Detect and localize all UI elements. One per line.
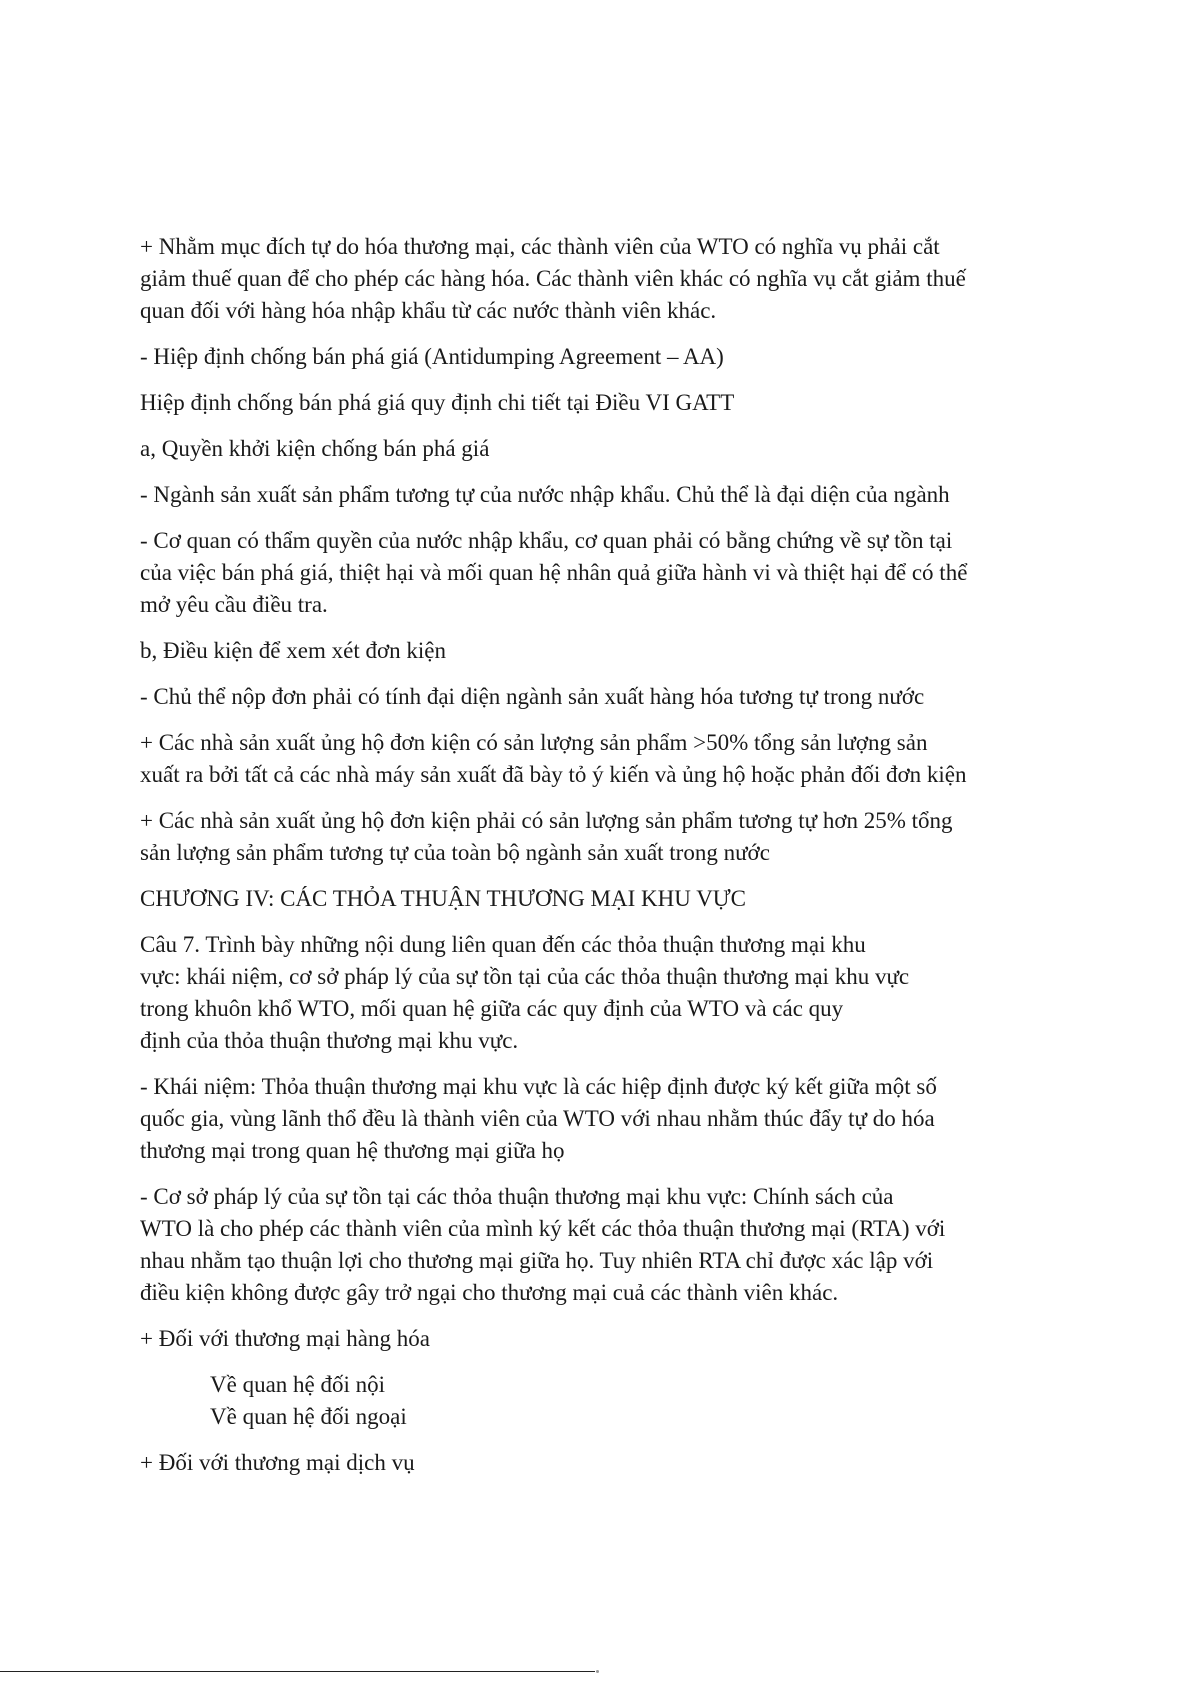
paragraph-50-percent-rule: [140, 727, 1070, 791]
section-heading-petition-conditions: [140, 635, 1070, 667]
paragraph-industry: [140, 479, 1070, 511]
text-line: - Cơ quan có thẩm quyền của nước nhập khẩu, cơ quan phải có bằng chứng về sự tồn tại: [140, 528, 953, 553]
text-line: - Cơ sở pháp lý của sự tồn tại các thỏa thuận thương mại khu vực: Chính sách của: [140, 1184, 894, 1209]
text-line: + Các nhà sản xuất ủng hộ đơn kiện có sản lượng sản phẩm >50% tổng sản lượng sản: [140, 730, 928, 755]
text-line: mở yêu cầu điều tra.: [140, 592, 328, 617]
paragraph-rta-concept: [140, 1071, 1070, 1167]
paragraph-antidumping-gatt: [140, 387, 1070, 419]
text-line: Câu 7. Trình bày những nội dung liên quan đến các thỏa thuận thương mại khu: [140, 932, 866, 957]
paragraph-antidumping-heading: [140, 341, 1070, 373]
text-line: - Hiệp định chống bán phá giá (Antidumping Agreement – AA): [140, 344, 724, 369]
text-line: thương mại trong quan hệ thương mại giữa họ: [140, 1138, 565, 1163]
paragraph-rta-legal-basis: [140, 1181, 1070, 1309]
text-line: + Đối với thương mại dịch vụ: [140, 1450, 415, 1475]
list-item-internal: Về quan hệ đối nội: [210, 1372, 386, 1397]
text-line: xuất ra bởi tất cả các nhà máy sản xuất đã bày tỏ ý kiến và ủng hộ hoặc phản đối đơn kiện: [140, 762, 967, 787]
paragraph-petitioner-representation: [140, 681, 1070, 713]
text-line: điều kiện không được gây trở ngại cho thương mại cuả các thành viên khác.: [140, 1280, 839, 1305]
text-line: Hiệp định chống bán phá giá quy định chi tiết tại Điều VI GATT: [140, 390, 735, 415]
text-line: + Nhằm mục đích tự do hóa thương mại, các thành viên của WTO có nghĩa vụ phải cắt: [140, 234, 940, 259]
text-line: giảm thuế quan để cho phép các hàng hóa. Các thành viên khác có nghĩa vụ cắt giảm thuế: [140, 266, 966, 291]
text-line: quan đối với hàng hóa nhập khẩu từ các nước thành viên khác.: [140, 298, 717, 323]
question-7: [140, 929, 1070, 1057]
text-line: sản lượng sản phẩm tương tự của toàn bộ ngành sản xuất trong nước: [140, 840, 770, 865]
footer-rule: [0, 1671, 595, 1672]
text-line: nhau nhằm tạo thuận lợi cho thương mại giữa họ. Tuy nhiên RTA chỉ được xác lập với: [140, 1248, 934, 1273]
list-item-external: Về quan hệ đối ngoại: [210, 1404, 407, 1429]
text-line: + Đối với thương mại hàng hóa: [140, 1326, 430, 1351]
paragraph-services-trade: [140, 1447, 1070, 1479]
text-line: định của thỏa thuận thương mại khu vực.: [140, 1028, 519, 1053]
text-line: quốc gia, vùng lãnh thổ đều là thành viên của WTO với nhau nhằm thúc đẩy tự do hóa: [140, 1106, 935, 1131]
text-line: - Ngành sản xuất sản phẩm tương tự của nước nhập khẩu. Chủ thể là đại diện của ngành: [140, 482, 950, 507]
text-line: - Chủ thể nộp đơn phải có tính đại diện ngành sản xuất hàng hóa tương tự trong nước: [140, 684, 925, 709]
text-line: vực: khái niệm, cơ sở pháp lý của sự tồn tại của các thỏa thuận thương mại khu vực: [140, 964, 910, 989]
text-line: CHƯƠNG IV: CÁC THỎA THUẬN THƯƠNG MẠI KHU VỰC: [140, 886, 746, 911]
text-line: của việc bán phá giá, thiệt hại và mối quan hệ nhân quả giữa hành vi và thiệt hại để có thể: [140, 560, 968, 585]
section-heading-right-to-sue: [140, 433, 1070, 465]
footer-mark: [596, 1670, 599, 1673]
text-line: WTO là cho phép các thành viên của mình ký kết các thỏa thuận thương mại (RTA) với: [140, 1216, 946, 1241]
paragraph-25-percent-rule: [140, 805, 1070, 869]
text-line: - Khái niệm: Thỏa thuận thương mại khu vực là các hiệp định được ký kết giữa một số: [140, 1074, 937, 1099]
document-body: [140, 231, 1070, 1493]
text-line: b, Điều kiện để xem xét đơn kiện: [140, 638, 446, 663]
chapter-heading: [140, 883, 1070, 915]
paragraph-competent-authority: [140, 525, 1070, 621]
paragraph-tariff-reduction: [140, 231, 1070, 327]
paragraph-goods-trade: [140, 1323, 1070, 1355]
text-line: a, Quyền khởi kiện chống bán phá giá: [140, 436, 490, 461]
indented-list: [140, 1369, 1070, 1433]
text-line: + Các nhà sản xuất ủng hộ đơn kiện phải có sản lượng sản phẩm tương tự hơn 25% tổng: [140, 808, 953, 833]
text-line: trong khuôn khổ WTO, mối quan hệ giữa các quy định của WTO và các quy: [140, 996, 844, 1021]
